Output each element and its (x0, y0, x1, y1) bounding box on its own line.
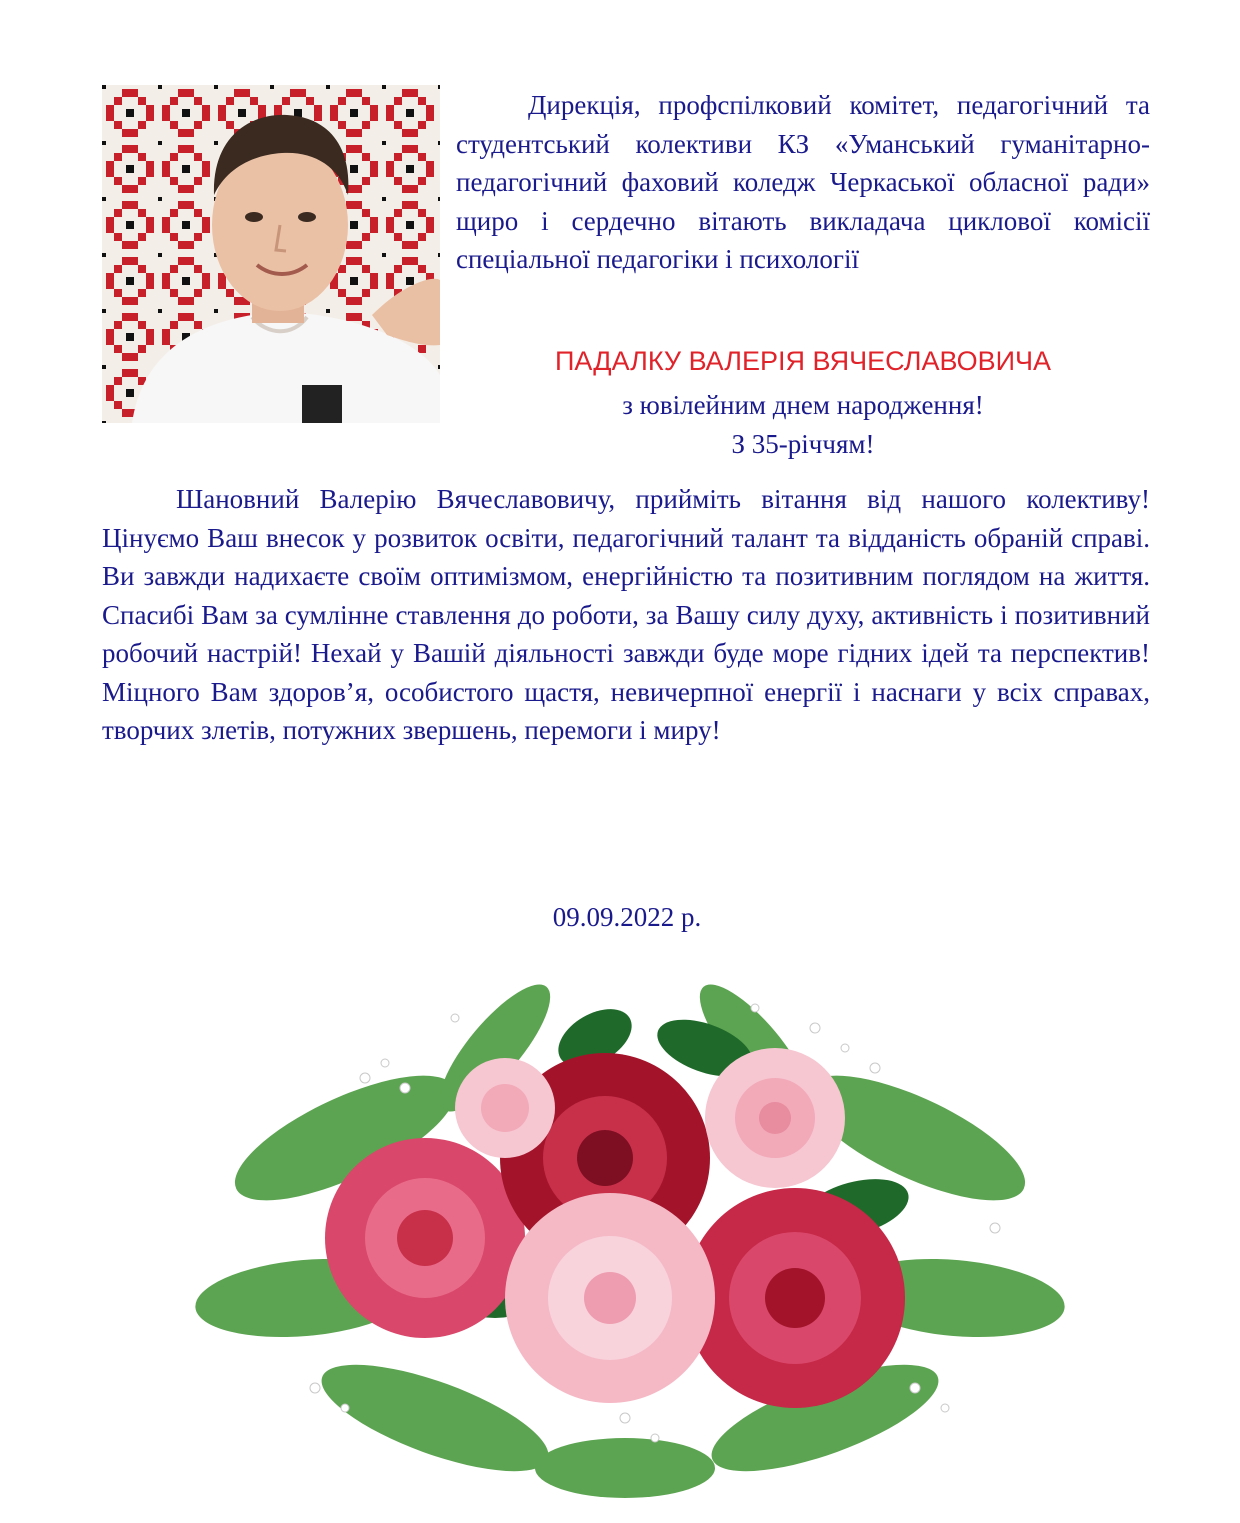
portrait-photo (102, 85, 440, 423)
greeting-intro: Дирекція, профспілковий комітет, педагогічний та студентський колективи КЗ «Уманський гуманітарно-педагогічний фаховий коледж Черкаської обласної ради» щиро і сердечно вітають викладача циклової комісії спеціальної педагогіки і психології (456, 90, 1150, 274)
occasion-line-birthday: з ювілейним днем народження! (622, 390, 984, 420)
occasion (456, 386, 1150, 463)
rose-bouquet-illustration (195, 968, 1065, 1508)
honoree-name: ПАДАЛКУ ВАЛЕРІЯ ВЯЧЕСЛАВОВИЧА (554, 346, 1052, 376)
occasion-line-anniversary: З 35-річчям! (731, 428, 875, 459)
greeting-date: 09.09.2022 р. (552, 902, 702, 932)
greeting-body: Шановний Валерію Вячеславовичу, прийміть вітання від нашого колективу! Цінуємо Ваш внесок у розвиток освіти, педагогічний талант та відданість обраній справі. Ви завжди надихаєте своїм оптимізмом, енергійністю та позитивним поглядом на життя. Спасибі Вам за сумлінне ставлення до роботи, за Вашу силу духу, активність і позитивний робочий настрій! Нехай у Вашій діяльності завжди буде море гідних ідей та перспектив! Міцного Вам здоров’я, особистого щастя, невичерпної енергії і наснаги у всіх справах, творчих злетів, потужних звершень, перемоги і миру! (102, 484, 1150, 745)
portrait-illustration (102, 85, 440, 423)
